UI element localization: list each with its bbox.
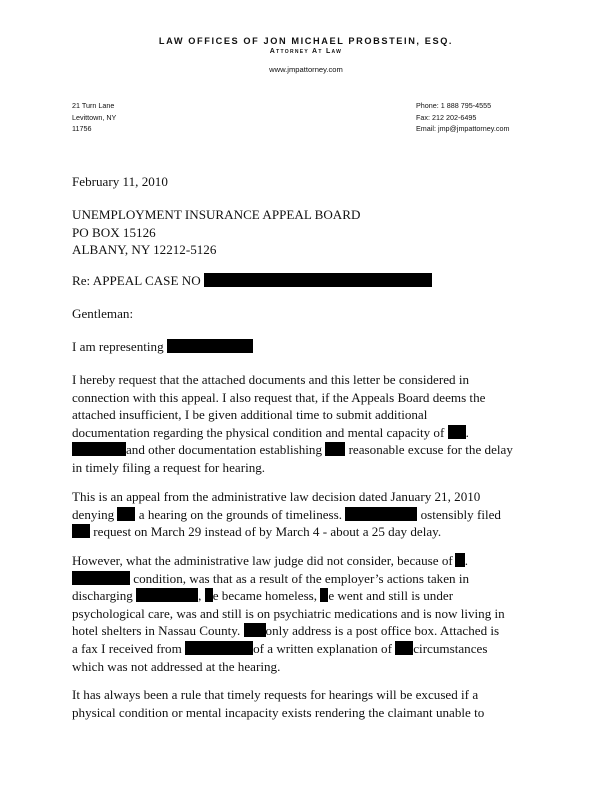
p3-line: denying bbox=[72, 506, 115, 522]
p3-line: This is an appeal from the administrative law decision dated January 21, 2010 bbox=[72, 489, 481, 504]
recipient-line: ALBANY, NY 12212-5126 bbox=[72, 242, 217, 258]
redaction bbox=[167, 339, 253, 353]
paragraph-4 bbox=[72, 552, 524, 675]
salutation bbox=[72, 305, 524, 323]
redaction bbox=[448, 425, 466, 439]
redaction bbox=[204, 273, 432, 287]
re-line bbox=[72, 272, 524, 290]
p2-line: attached insufficient, I be given additional time to submit additional bbox=[72, 407, 428, 423]
letter-date bbox=[72, 173, 524, 191]
p4-line: e became homeless, bbox=[212, 588, 318, 604]
p4-line: which was not addressed at the hearing. bbox=[72, 658, 281, 674]
paragraph-3 bbox=[72, 488, 524, 541]
p4-line-end: . bbox=[464, 553, 469, 568]
p1-text: I am representing bbox=[72, 339, 164, 354]
firm-name: LAW OFFICES OF JON MICHAEL PROBSTEIN, ESQ. bbox=[158, 36, 454, 46]
p4-line: only address is a post office box. Attached is bbox=[265, 623, 500, 639]
redaction bbox=[72, 442, 126, 456]
recipient-line: UNEMPLOYMENT INSURANCE APPEAL BOARD bbox=[72, 207, 361, 222]
p3-line: ostensibly filed bbox=[420, 506, 501, 522]
p4-line: condition, was that as a result of the employer’s actions taken in bbox=[133, 570, 470, 586]
address-line: Levittown, NY bbox=[72, 112, 117, 122]
contact-phone: Phone: 1 888 795-4555 bbox=[416, 101, 492, 110]
p3-line: a hearing on the grounds of timeliness. bbox=[138, 506, 343, 522]
p3-line: request on March 29 instead of by March 4 - about a 25 day delay. bbox=[93, 524, 442, 540]
p2-line-end: . bbox=[465, 424, 469, 440]
paragraph-2 bbox=[72, 371, 524, 477]
p4-line: e went and still is under bbox=[328, 588, 454, 604]
firm-subtitle bbox=[0, 48, 612, 55]
p4-line: , bbox=[198, 588, 202, 604]
redaction bbox=[117, 507, 135, 521]
re-text: Re: APPEAL CASE NO bbox=[72, 273, 201, 288]
p2-line: and other documentation establishing bbox=[126, 442, 322, 458]
redaction bbox=[345, 507, 417, 521]
p4-line: However, what the administrative law judge did not consider, because of bbox=[72, 553, 453, 568]
redaction bbox=[455, 553, 465, 567]
salutation-text: Gentleman: bbox=[72, 306, 134, 321]
p4-line: discharging bbox=[72, 588, 133, 604]
p2-line: reasonable excuse for the delay bbox=[348, 442, 513, 458]
paragraph-5 bbox=[72, 686, 524, 721]
redaction bbox=[72, 524, 90, 538]
firm-address bbox=[72, 100, 116, 135]
p4-line: a fax I received from bbox=[72, 640, 182, 656]
address-line: 11756 bbox=[72, 124, 92, 133]
contact-fax: Fax: 212 202-6495 bbox=[416, 112, 477, 122]
p2-line: I hereby request that the attached documents and this letter be considered in bbox=[72, 372, 470, 387]
p2-line: connection with this appeal. I also request that, if the Appeals Board deems the bbox=[72, 389, 486, 405]
p2-line: documentation regarding the physical condition and mental capacity of bbox=[72, 424, 445, 440]
recipient-line: PO BOX 15126 bbox=[72, 224, 156, 240]
firm-subtitle-text: Attorney At Law bbox=[269, 48, 343, 55]
redaction bbox=[325, 442, 345, 456]
address-line: 21 Turn Lane bbox=[72, 101, 115, 110]
firm-contact bbox=[416, 100, 509, 135]
p4-line: circumstances bbox=[413, 640, 488, 656]
p5-line: physical condition or mental incapacity exists rendering the claimant unable to bbox=[72, 704, 485, 720]
p4-line: psychological care, was and still is on psychiatric medications and is now living in bbox=[72, 605, 505, 621]
letterhead bbox=[0, 36, 612, 74]
redaction bbox=[136, 588, 198, 602]
p4-line: of a written explanation of bbox=[253, 640, 392, 656]
redaction bbox=[185, 641, 253, 655]
p5-line: It has always been a rule that timely requests for hearings will be excused if a bbox=[72, 687, 479, 702]
redaction bbox=[395, 641, 413, 655]
redaction bbox=[205, 588, 213, 602]
paragraph-1 bbox=[72, 338, 524, 356]
p4-line: hotel shelters in Nassau County. bbox=[72, 623, 241, 639]
p2-line: in timely filing a request for hearing. bbox=[72, 459, 266, 475]
redaction bbox=[244, 623, 266, 637]
firm-website: www.jmpattorney.com bbox=[269, 65, 343, 74]
redaction bbox=[72, 571, 130, 585]
contact-email: Email: jmp@jmpattorney.com bbox=[416, 124, 510, 133]
date-text: February 11, 2010 bbox=[72, 174, 168, 189]
recipient-block bbox=[72, 206, 524, 259]
